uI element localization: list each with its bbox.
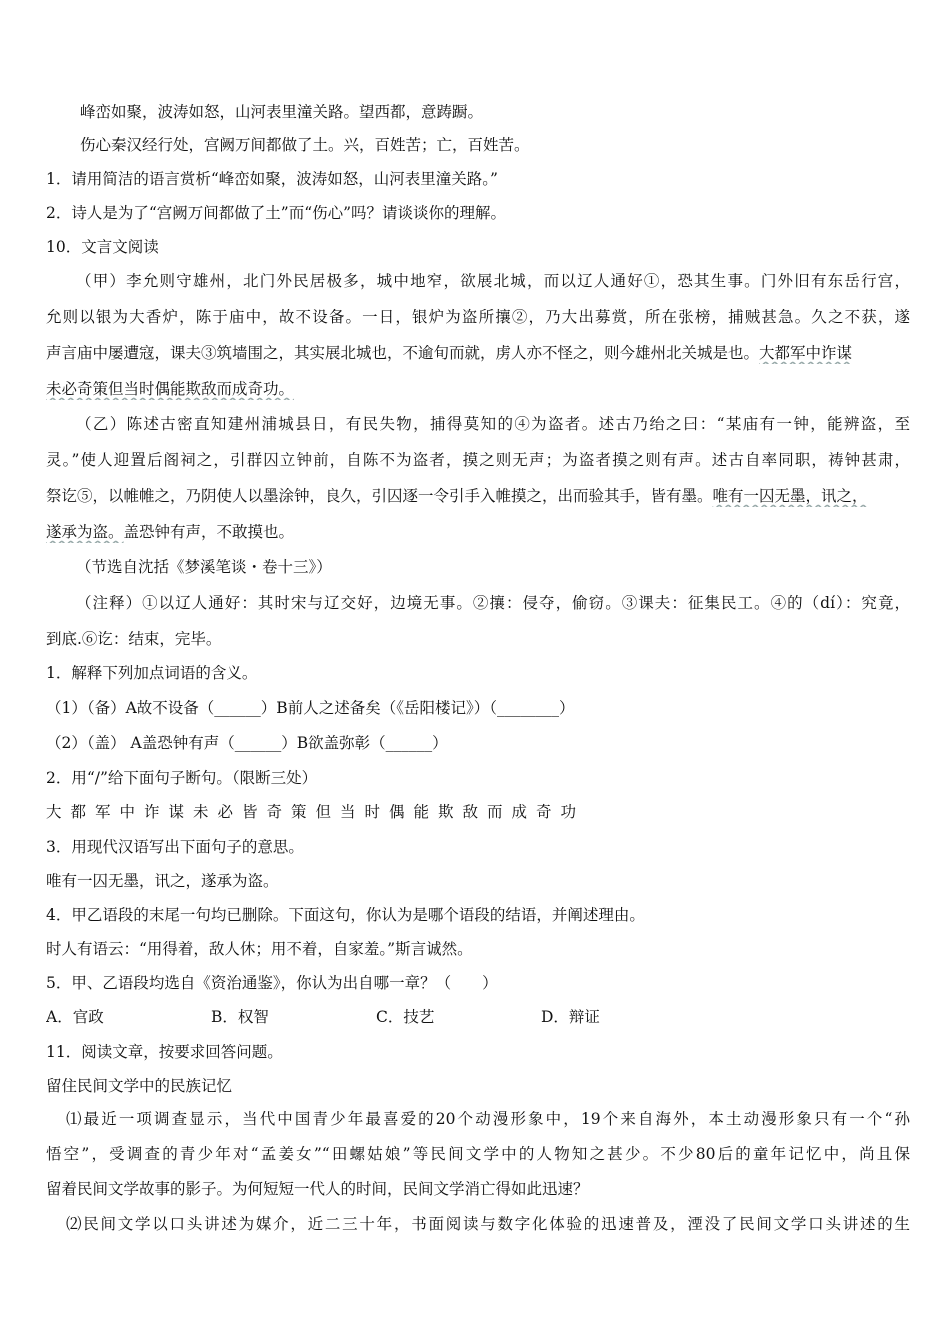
question-9-2: 2．诗人是为了“宫阙万间都做了土”而“伤心”吗？请谈谈你的理解。 (46, 204, 507, 222)
article-paragraph-1: ⑴最近一项调查显示，当代中国青少年最喜爱的20个动漫形象中，19个来自海外，本土动漫形象只有一个“孙 (66, 1110, 910, 1128)
poem-line-2: 伤心秦汉经行处，宫阙万间都做了土。兴，百姓苦；亡，百姓苦。 (80, 136, 530, 154)
question-9-1: 1．请用简洁的语言赏析“峰峦如聚，波涛如怒，山河表里潼关路。” (46, 170, 498, 188)
passage-jia-line: （甲）李允则守雄州，北门外民居极多，城中地窄，欲展北城，而以辽人通好①，恐其生事。门外旧有东岳行宫， (76, 272, 910, 290)
question-10-2-sentence: 大都军中诈谋未必皆奇策但当时偶能欺敌而成奇功 (46, 803, 586, 821)
passage-jia-marked-text: 未必奇策但当时偶能欺敌而成奇功。 (46, 380, 295, 398)
question-11-title: 11．阅读文章，按要求回答问题。 (46, 1043, 283, 1061)
passage-jia-line (46, 378, 910, 400)
passage-yi-line: （乙）陈述古密直知建州浦城县日，有民失物，捕得莫知的④为盗者。述古乃绐之曰：“某庙有一钟，能辨盗，至 (76, 415, 910, 433)
option-c: C．技艺 (376, 1008, 435, 1026)
passage-jia-line: 允则以银为大香炉，陈于庙中，故不设备。一日，银炉为盗所攘②，乃大出募赏，所在张榜，捕贼甚急。久之不获，遂 (46, 308, 910, 326)
passage-jia-text: 声言庙中屡遭寇，课夫③筑墙围之，其实展北城也，不逾旬而就，虏人亦不怪之，则今雄州北关城是也。 (46, 344, 760, 362)
question-10-5: 5．甲、乙语段均选自《资治通鉴》，你认为出自哪一章？（ ） (46, 974, 498, 992)
question-10-4: 4．甲乙语段的末尾一句均已删除。下面这句，你认为是哪个语段的结语，并阐述理由。 (46, 906, 645, 924)
passage-yi-line (46, 521, 910, 543)
poem-line-1: 峰峦如聚，波涛如怒，山河表里潼关路。望西都，意踌蹰。 (80, 103, 484, 121)
passage-yi-marked-text: 遂承为盗。 (46, 523, 124, 541)
passage-yi-line (46, 485, 910, 507)
option-b: B．权智 (211, 1008, 269, 1026)
passage-yi-line: 灵。”使人迎置后阁祠之，引群囚立钟前，自陈不为盗者，摸之则无声；为盗者摸之则有声。述古自率同职，祷钟甚肃， (46, 451, 910, 469)
question-10-3-sentence: 唯有一囚无墨，讯之，遂承为盗。 (46, 872, 279, 890)
passage-yi-marked-text: 唯有一囚无墨，讯之， (712, 487, 868, 505)
passage-jia-line (46, 342, 910, 364)
option-d: D．辩证 (541, 1008, 600, 1026)
passage-source: （节选自沈括《梦溪笔谈・卷十三》） (76, 558, 332, 576)
passage-yi-text: 盖恐钟有声，不敢摸也。 (123, 523, 295, 541)
article-paragraph-1: 悟空”，受调查的青少年对“孟姜女”“田螺姑娘”等民间文学中的人物知之甚少。不少80后的童年记忆中，尚且保 (46, 1145, 910, 1163)
question-10-4-quote: 时人有语云：“用得着，敌人休；用不着，自家羞。”斯言诚然。 (46, 940, 473, 958)
passage-jia-marked-text: 大都军中诈谋 (759, 344, 853, 362)
article-paragraph-1: 留着民间文学故事的影子。为何短短一代人的时间，民间文学消亡得如此迅速？ (46, 1180, 589, 1198)
question-10-5-options (46, 1006, 910, 1028)
option-a: A．官政 (46, 1008, 104, 1026)
question-10-1: 1．解释下列加点词语的含义。 (46, 664, 258, 682)
article-paragraph-2: ⑵民间文学以口头讲述为媒介，近二三十年，书面阅读与数字化体验的迅速普及，湮没了民间文学口头讲述的生 (66, 1215, 910, 1233)
notes-line: 到底.⑥讫：结束，完毕。 (46, 630, 222, 648)
question-10-3: 3．用现代汉语写出下面句子的意思。 (46, 838, 304, 856)
passage-yi-text: 祭讫⑤，以帷帷之，乃阴使人以墨涂钟，良久，引囚逐一令引手入帷摸之，出而验其手，皆有墨。 (46, 487, 713, 505)
question-10-1-a: （1）（备）A故不设备（______）B前人之述备矣（《岳阳楼记》）（________） (46, 699, 575, 717)
notes-line: （注释）①以辽人通好：其时宋与辽交好，边境无事。②攘：侵夺，偷窃。③课夫：征集民工。④的（dí）：究竟， (76, 594, 910, 612)
article-title: 留住民间文学中的民族记忆 (46, 1077, 233, 1095)
question-10-title: 10．文言文阅读 (46, 238, 159, 256)
question-10-1-b: （2）（盖） A盖恐钟有声（______）B欲盖弥彰（______） (46, 734, 448, 752)
question-10-2: 2．用“/”给下面句子断句。（限断三处） (46, 769, 318, 787)
